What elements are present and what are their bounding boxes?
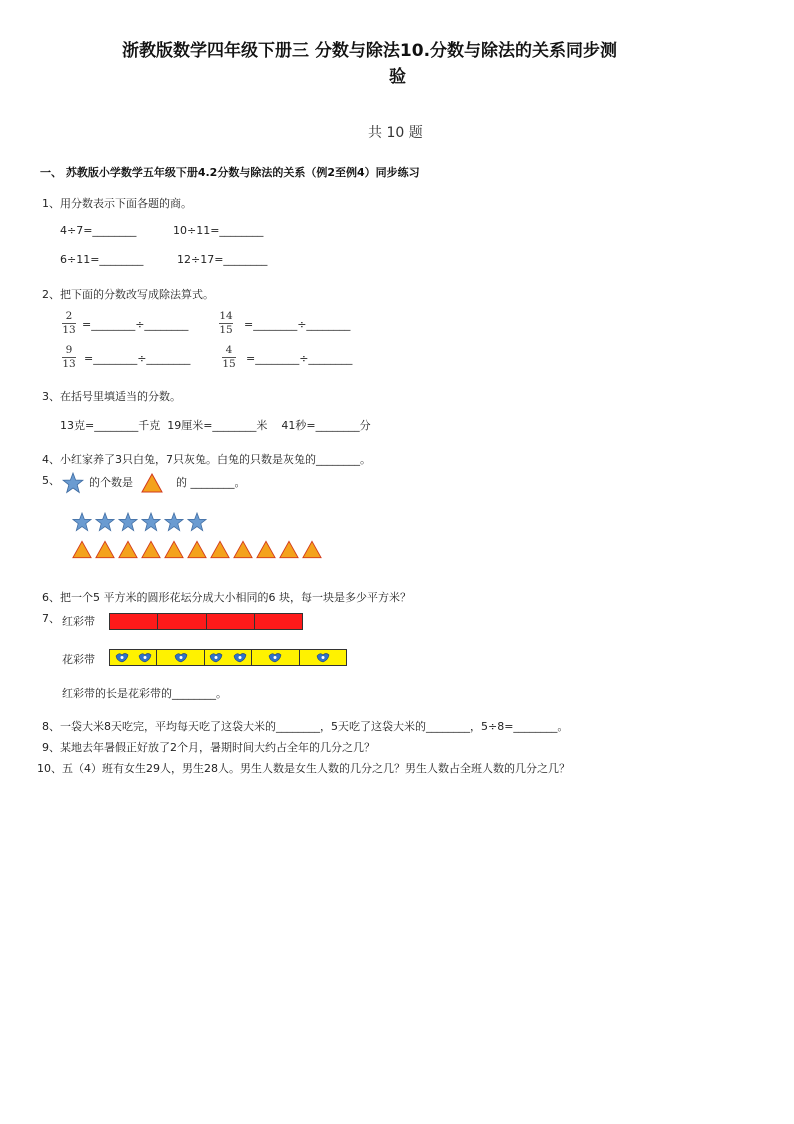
question-2-text: 2、把下面的分数改写成除法算式。	[42, 288, 214, 301]
triangle-icon	[164, 540, 184, 559]
question-8-text: 8、一袋大米8天吃完，平均每天吃了这袋大米的________，5天吃了这袋大米的________，5÷8=________。	[42, 720, 569, 733]
triangle-icon	[279, 540, 299, 559]
star-icon	[95, 512, 115, 532]
red-ribbon-segment	[110, 614, 158, 629]
star-icon	[164, 512, 184, 532]
star-icon	[141, 512, 161, 532]
flower-ribbon-bar	[109, 649, 347, 666]
fraction-numerator: 2	[65, 310, 73, 322]
question-2-item-1-answer: =________÷________	[82, 318, 189, 331]
triangle-icon	[95, 540, 115, 559]
red-ribbon-segment	[158, 614, 206, 629]
star-icon	[118, 512, 138, 532]
flower-icon	[233, 652, 247, 663]
fraction-14-15	[219, 311, 233, 336]
flower-icon	[174, 652, 188, 663]
flower-icon	[115, 652, 129, 663]
question-2-item-3-answer: =________÷________	[84, 352, 191, 365]
question-2-item-4-answer: =________÷________	[246, 352, 353, 365]
flower-icon	[209, 652, 223, 663]
red-ribbon-segment	[255, 614, 302, 629]
fraction-numerator: 4	[225, 344, 233, 356]
question-count: 共 10 题	[368, 125, 423, 141]
red-ribbon-label: 红彩带	[62, 615, 95, 628]
triangle-icon	[256, 540, 276, 559]
question-1-item-b: 10÷11=________	[173, 224, 264, 237]
fraction-9-13	[62, 345, 76, 370]
question-2-item-2-answer: =________÷________	[244, 318, 351, 331]
question-1-text: 1、用分数表示下面各题的商。	[42, 197, 192, 210]
fraction-denominator: 15	[222, 358, 236, 370]
fraction-numerator: 14	[219, 310, 233, 322]
triangle-icon	[72, 540, 92, 559]
section-heading: 一、 苏教版小学数学五年级下册4.2分数与除法的关系（例2至例4）同步练习	[40, 166, 420, 179]
flower-icon	[268, 652, 282, 663]
question-5-text-part2: 的 ________。	[176, 476, 246, 489]
question-1-item-c: 6÷11=________	[60, 253, 144, 266]
triangle-icon	[302, 540, 322, 559]
flower-ribbon-segment	[205, 650, 252, 665]
fraction-numerator: 9	[65, 344, 73, 356]
fraction-denominator: 15	[219, 324, 233, 336]
question-6-text: 6、把一个5 平方米的圆形花坛分成大小相同的6 块，每一块是多少平方米？	[42, 591, 411, 604]
question-9-text: 9、某地去年暑假正好放了2个月，暑期时间大约占全年的几分之几？	[42, 741, 375, 754]
question-5-text-part1: 的个数是	[89, 476, 133, 489]
flower-ribbon-label: 花彩带	[62, 653, 95, 666]
flower-icon	[316, 652, 330, 663]
fraction-denominator: 13	[62, 358, 76, 370]
triangle-row	[72, 540, 322, 559]
triangle-icon	[233, 540, 253, 559]
red-ribbon-bar	[109, 613, 303, 630]
question-1-item-d: 12÷17=________	[177, 253, 268, 266]
flower-ribbon-segment	[300, 650, 346, 665]
triangle-icon	[141, 473, 163, 493]
question-3-text: 3、在括号里填适当的分数。	[42, 390, 181, 403]
star-icon	[62, 472, 84, 494]
flower-ribbon-segment	[157, 650, 204, 665]
triangle-icon	[141, 540, 161, 559]
star-icon	[187, 512, 207, 532]
page-title-line1: 浙教版数学四年级下册三 分数与除法10.分数与除法的关系同步测	[122, 41, 618, 61]
question-3-items: 13克=________千克 19厘米=________米 41秒=________分	[60, 419, 371, 432]
star-icon	[72, 512, 92, 532]
question-4-text: 4、小红家养了3只白兔，7只灰兔。白兔的只数是灰兔的________。	[42, 453, 371, 466]
fraction-denominator: 13	[62, 324, 76, 336]
fraction-4-15	[222, 345, 236, 370]
question-7-answer: 红彩带的长是花彩带的________。	[62, 687, 227, 700]
fraction-2-13	[62, 311, 76, 336]
red-ribbon-segment	[207, 614, 255, 629]
flower-ribbon-segment	[110, 650, 157, 665]
triangle-icon	[187, 540, 207, 559]
triangle-icon	[118, 540, 138, 559]
question-7-number: 7、	[42, 612, 60, 625]
question-5-number: 5、	[42, 474, 60, 487]
question-10-text: 10、五（4）班有女生29人，男生28人。男生人数是女生人数的几分之几？男生人数占全班人数的几分之几？	[37, 762, 570, 775]
flower-icon	[138, 652, 152, 663]
star-row	[72, 512, 207, 532]
page-title-line2: 验	[389, 67, 406, 87]
flower-ribbon-segment	[252, 650, 299, 665]
triangle-icon	[210, 540, 230, 559]
question-1-item-a: 4÷7=________	[60, 224, 137, 237]
